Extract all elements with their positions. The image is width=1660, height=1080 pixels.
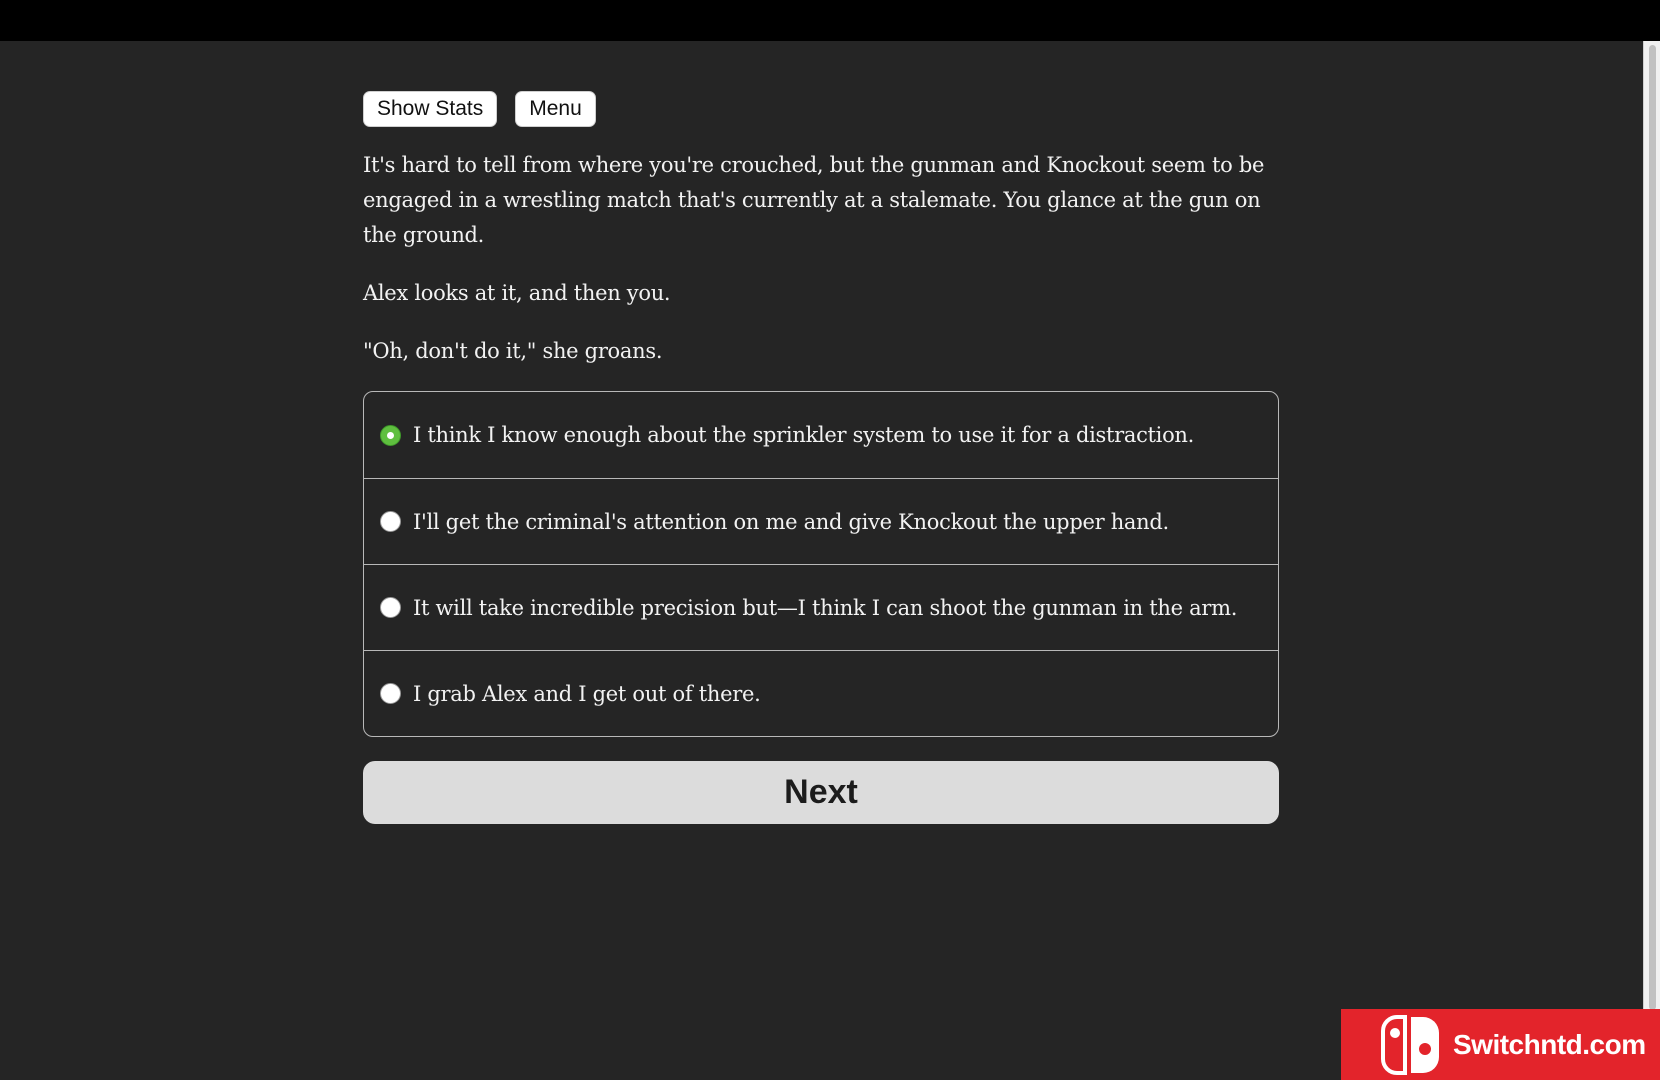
choice-option[interactable] [364,564,1278,650]
choice-label: I'll get the criminal's attention on me and give Knockout the upper hand. [413,509,1169,534]
scrollbar-thumb[interactable] [1649,45,1656,1010]
choice-option[interactable] [364,392,1278,478]
next-button[interactable]: Next [363,761,1279,824]
story-paragraph: It's hard to tell from where you're crouched, but the gunman and Knockout seem to be engaged in a wrestling match that's currently at a stalemate. You glance at the gun on the ground. [363,153,1265,247]
choice-label: I think I know enough about the sprinkler system to use it for a distraction. [413,423,1195,447]
toolbar [363,91,1279,127]
vertical-scrollbar[interactable] [1643,41,1660,1080]
nintendo-switch-logo-icon [1379,1013,1443,1077]
radio-button[interactable] [380,425,401,446]
show-stats-button[interactable]: Show Stats [363,91,497,127]
choice-option[interactable] [364,478,1278,564]
radio-button[interactable] [380,683,401,704]
story-paragraph: Alex looks at it, and then you. [363,281,671,305]
choice-label: I grab Alex and I get out of there. [413,681,761,706]
top-bar [0,0,1660,41]
radio-button[interactable] [380,597,401,618]
story-text [363,148,1279,369]
choice-option[interactable] [364,650,1278,736]
game-content [363,91,1279,824]
story-paragraph: "Oh, don't do it," she groans. [363,339,663,363]
choice-list [363,391,1279,737]
menu-button[interactable]: Menu [515,91,596,127]
radio-button[interactable] [380,511,401,532]
choice-label: It will take incredible precision but—I think I can shoot the gunman in the arm. [413,595,1238,620]
watermark-text: Switchntd.com [1453,1028,1646,1060]
watermark-banner [1341,1009,1660,1080]
